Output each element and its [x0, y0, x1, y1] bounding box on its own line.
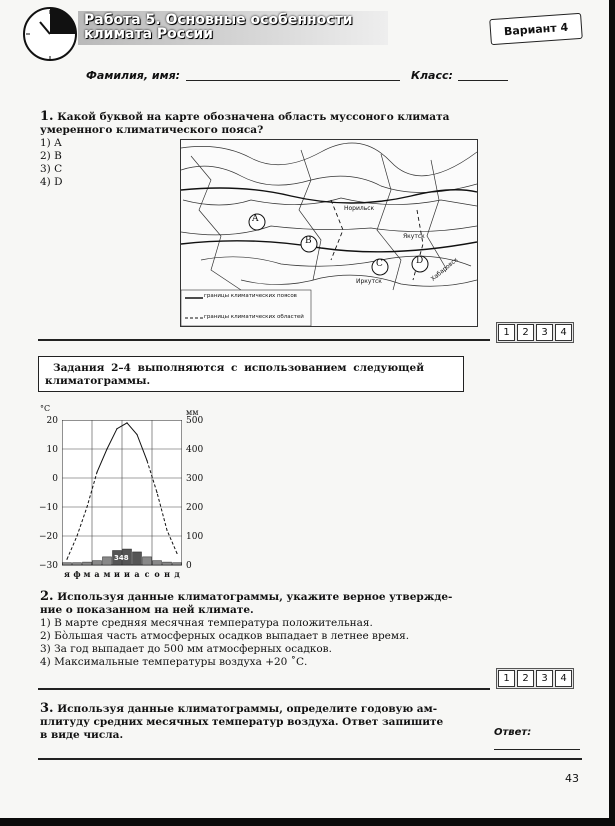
map-place-yakutsk: Якутск [403, 233, 425, 240]
q2-option-2: 2) Бо̀льшая часть атмосферных осадков выпадает в летнее время. [40, 630, 410, 642]
q3-line-1: Используя данные климатограммы, определите годовую ам- [57, 703, 438, 715]
class-field[interactable] [458, 80, 508, 81]
divider-q3 [38, 758, 582, 760]
left-tick: −20 [39, 532, 58, 542]
map-letter-c: C [376, 259, 383, 269]
q2-option-4: 4) Максимальные температуры воздуха +20 ˚С. [40, 656, 308, 668]
left-unit-label: °С [40, 404, 51, 413]
page-number: 43 [565, 772, 579, 785]
temperature-point [176, 553, 177, 554]
q2-answer-box-4[interactable]: 4 [555, 670, 572, 687]
class-label: Класс: [411, 69, 453, 82]
surname-label: Фамилия, имя: [86, 69, 181, 82]
q1-options [40, 137, 63, 189]
task-box-line-1: Задания 2–4 выполняются с использованием следующей [53, 362, 424, 374]
task-info-box [38, 356, 464, 392]
work-title [84, 13, 353, 41]
q1-answer-box-2[interactable]: 2 [517, 324, 534, 341]
q2-number: 2. [40, 589, 54, 604]
q1-number: 1. [40, 109, 54, 124]
precip-bar [93, 561, 102, 565]
divider-q2 [38, 688, 490, 690]
month-label: и [124, 569, 130, 579]
right-unit-label: мм [186, 408, 199, 417]
q2-answer-boxes [496, 668, 574, 689]
q2-answer-box-2[interactable]: 2 [517, 670, 534, 687]
precip-bar [143, 557, 152, 565]
q3-number: 3. [40, 701, 54, 716]
map-letter-d: D [416, 256, 424, 266]
left-tick: −10 [39, 503, 58, 513]
page-edge-bottom [0, 818, 615, 826]
temperature-point [136, 434, 137, 435]
temperature-point [126, 422, 127, 423]
climatogram-chart [62, 420, 182, 568]
q1-option-2: 2) B [40, 150, 62, 162]
q1-line-2: умеренного климатического пояса? [40, 124, 264, 136]
q2-line-1: Используя данные климатограммы, укажите верное утвержде- [57, 591, 453, 603]
q3-text [40, 702, 486, 742]
q1-answer-box-1[interactable]: 1 [498, 324, 515, 341]
month-label: а [94, 569, 100, 579]
precip-bar [173, 563, 182, 565]
month-label: я [64, 569, 70, 579]
q2-text [40, 590, 486, 617]
temperature-point [156, 492, 157, 493]
map-letter-b: B [305, 236, 312, 246]
temperature-point [96, 472, 97, 473]
precip-bar [63, 563, 72, 565]
clock-icon [22, 4, 78, 62]
month-labels [62, 569, 182, 579]
month-label: а [134, 569, 140, 579]
q1-option-3: 3) C [40, 163, 63, 175]
task-box-line-2: климатограммы. [45, 375, 151, 387]
map-place-khabarovsk: Хабаровск [429, 256, 460, 283]
right-tick: 200 [186, 503, 204, 513]
right-tick: 100 [186, 532, 204, 542]
left-tick: 10 [46, 445, 58, 455]
map-place-irkutsk: Иркутск [356, 278, 382, 285]
right-tick: 400 [186, 445, 204, 455]
q2-option-1: 1) В марте средняя месячная температура положительная. [40, 617, 373, 629]
q1-answer-box-4[interactable]: 4 [555, 324, 572, 341]
month-label: с [144, 569, 150, 579]
precip-bar [103, 557, 112, 565]
q2-answer-box-3[interactable]: 3 [536, 670, 553, 687]
temperature-point [106, 448, 107, 449]
month-label: д [174, 569, 180, 579]
answer-field[interactable] [494, 749, 580, 750]
month-label: м [83, 569, 91, 579]
temperature-point [146, 460, 147, 461]
map-legend-dashed: границы климатических областей [204, 314, 304, 320]
q3-line-3: в виде числа. [40, 729, 124, 741]
precip-bar [133, 552, 142, 565]
map-legend-solid: границы климатических поясов [204, 293, 297, 299]
left-tick: 20 [46, 416, 58, 426]
q1-answer-boxes [496, 322, 574, 343]
right-tick: 0 [186, 561, 192, 571]
divider-q1 [38, 339, 490, 341]
precip-bar [73, 563, 82, 565]
title-line-1: Работа 5. Основные особенности [84, 12, 353, 28]
q1-option-1: 1) A [40, 137, 62, 149]
month-label: ф [73, 569, 81, 579]
map-letter-a: A [252, 214, 259, 224]
q2-answer-box-1[interactable]: 1 [498, 670, 515, 687]
q2-option-3: 3) За год выпадает до 500 мм атмосферных осадков. [40, 643, 332, 655]
q3-line-2: плитуду средних месячных температур воздуха. Ответ запишите [40, 716, 444, 728]
page-edge-right [609, 0, 615, 826]
q1-text [40, 110, 480, 137]
q1-option-4: 4) D [40, 176, 63, 188]
month-label: и [114, 569, 120, 579]
precip-bar [83, 562, 92, 565]
precip-bar [153, 561, 162, 565]
map-place-norilsk: Норильск [344, 205, 375, 212]
annual-precip-label: 348 [114, 554, 129, 562]
month-label: н [164, 569, 170, 579]
surname-field[interactable] [186, 80, 400, 81]
right-tick: 300 [186, 474, 204, 484]
temperature-point [66, 559, 67, 560]
q2-line-2: ние о показанном на ней климате. [40, 604, 254, 616]
temperature-point [166, 530, 167, 531]
right-tick: 500 [186, 416, 204, 426]
temperature-point [86, 506, 87, 507]
precip-bar [163, 562, 172, 565]
title-line-2: климата России [84, 26, 213, 42]
month-label: м [103, 569, 111, 579]
temperature-point [76, 535, 77, 536]
temperature-point [116, 428, 117, 429]
answer-label: Ответ: [494, 727, 532, 738]
q1-line-1: Какой буквой на карте обозначена область муссоного климата [57, 111, 450, 123]
month-label: о [154, 569, 160, 579]
variant-badge: Вариант 4 [489, 13, 583, 45]
q2-options [40, 617, 409, 669]
left-tick: −30 [39, 561, 58, 571]
q1-answer-box-3[interactable]: 3 [536, 324, 553, 341]
left-tick: 0 [52, 474, 58, 484]
